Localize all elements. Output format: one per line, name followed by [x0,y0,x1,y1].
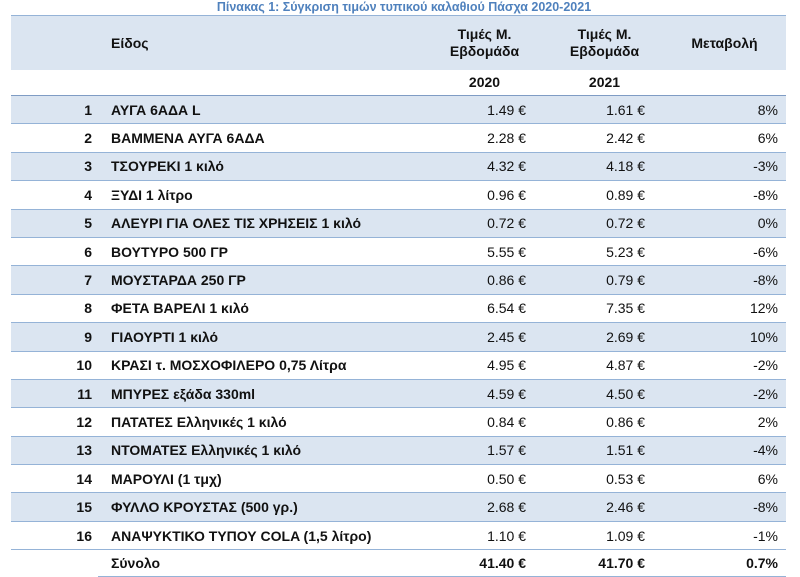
price-2020: 2.68 € [423,493,546,521]
table-row [11,124,786,152]
table-row [11,152,786,180]
item-name: ΦΕΤΑ ΒΑΡΕΛΙ 1 κιλό [98,294,423,322]
table-row [11,209,786,237]
item-name: ΠΑΤΑΤΕΣ Ελληνικές 1 κιλό [98,408,423,436]
row-number: 5 [11,209,98,237]
price-change: 0% [663,209,786,237]
table-row [11,521,786,549]
table-row [11,465,786,493]
table-row [11,323,786,351]
header-price-2020-line2: Εβδομάδα [449,42,520,59]
price-2021: 1.09 € [546,521,663,549]
table-row [11,436,786,464]
total-price-2020: 41.40 € [423,550,546,577]
row-number: 4 [11,181,98,209]
price-change: 10% [663,323,786,351]
price-2020: 6.54 € [423,294,546,322]
table-body [11,96,786,577]
price-2021: 2.46 € [546,493,663,521]
table-row [11,294,786,322]
total-blank-num [11,550,98,577]
item-name: ΤΣΟΥΡΕΚΙ 1 κιλό [98,152,423,180]
price-2021: 0.72 € [546,209,663,237]
header-row [11,16,786,70]
row-number: 1 [11,96,98,124]
item-name: ΜΑΡΟΥΛΙ (1 τμχ) [98,465,423,493]
header-price-2021-line1: Τιμές Μ. [577,25,632,42]
header-year-2020: 2020 [423,70,546,96]
price-2020: 4.95 € [423,351,546,379]
year-row-blank-change [663,70,786,96]
item-name: ΜΠΥΡΕΣ εξάδα 330ml [98,379,423,407]
price-change: 2% [663,408,786,436]
header-price-2021 [546,16,663,70]
total-row [11,550,786,577]
price-2020: 4.32 € [423,152,546,180]
year-row-blank-num [11,70,98,96]
price-change: 12% [663,294,786,322]
price-change: -2% [663,351,786,379]
price-2020: 0.86 € [423,266,546,294]
header-price-2020-line1: Τιμές Μ. [457,25,512,42]
table-row [11,96,786,124]
price-2021: 2.42 € [546,124,663,152]
item-name: ΒΑΜΜΕΝΑ ΑΥΓΑ 6ΑΔΑ [98,124,423,152]
row-number: 16 [11,521,98,549]
price-2020: 0.96 € [423,181,546,209]
price-change: -2% [663,379,786,407]
row-number: 7 [11,266,98,294]
row-number: 6 [11,237,98,265]
row-number: 8 [11,294,98,322]
price-change: -8% [663,181,786,209]
header-price-2020 [423,16,546,70]
price-change: -8% [663,266,786,294]
price-2020: 1.57 € [423,436,546,464]
price-2020: 0.72 € [423,209,546,237]
price-change: -6% [663,237,786,265]
price-change: 6% [663,124,786,152]
price-2021: 4.87 € [546,351,663,379]
row-number: 12 [11,408,98,436]
item-name: ΑΝΑΨΥΚΤΙΚΟ ΤΥΠΟΥ COLA (1,5 λίτρο) [98,521,423,549]
row-number: 9 [11,323,98,351]
table-caption: Πίνακας 1: Σύγκριση τιμών τυπικού καλαθιού Πάσχα 2020-2021 [216,0,592,14]
price-2020: 5.55 € [423,237,546,265]
price-2020: 4.59 € [423,379,546,407]
header-num-cell [11,16,98,70]
item-name: ΞΥΔΙ 1 λίτρο [98,181,423,209]
table-row [11,181,786,209]
price-2021: 0.53 € [546,465,663,493]
price-2021: 1.61 € [546,96,663,124]
price-2021: 0.86 € [546,408,663,436]
item-name: ΝΤΟΜΑΤΕΣ Ελληνικές 1 κιλό [98,436,423,464]
price-2021: 1.51 € [546,436,663,464]
table-row [11,493,786,521]
price-2021: 0.89 € [546,181,663,209]
total-change: 0.7% [663,550,786,577]
price-change: -4% [663,436,786,464]
row-number: 15 [11,493,98,521]
year-row-blank-name [98,70,423,96]
item-name: ΜΟΥΣΤΑΡΔΑ 250 ΓΡ [98,266,423,294]
row-number: 3 [11,152,98,180]
price-2021: 0.79 € [546,266,663,294]
header-price-2021-line2: Εβδομάδα [569,42,640,59]
table-row [11,266,786,294]
price-2020: 0.84 € [423,408,546,436]
item-name: ΚΡΑΣΙ τ. ΜΟΣΧΟΦΙΛΕΡΟ 0,75 Λίτρα [98,351,423,379]
price-2020: 0.50 € [423,465,546,493]
item-name: ΓΙΑΟΥΡΤΙ 1 κιλό [98,323,423,351]
row-number: 10 [11,351,98,379]
price-2021: 2.69 € [546,323,663,351]
price-change: 8% [663,96,786,124]
item-name: ΑΛΕΥΡΙ ΓΙΑ ΟΛΕΣ ΤΙΣ ΧΡΗΣΕΙΣ 1 κιλό [98,209,423,237]
table-row [11,408,786,436]
header-year-2021: 2021 [546,70,663,96]
price-change: -1% [663,521,786,549]
price-change: 6% [663,465,786,493]
price-change: -3% [663,152,786,180]
table-row [11,351,786,379]
price-2020: 2.28 € [423,124,546,152]
year-row [11,70,786,96]
price-change: -8% [663,493,786,521]
total-price-2021: 41.70 € [546,550,663,577]
price-2021: 5.23 € [546,237,663,265]
item-name: ΒΟΥΤΥΡΟ 500 ΓΡ [98,237,423,265]
table-row [11,237,786,265]
price-2021: 4.18 € [546,152,663,180]
header-change: Μεταβολή [663,16,786,70]
row-number: 14 [11,465,98,493]
row-number: 2 [11,124,98,152]
price-2020: 1.10 € [423,521,546,549]
row-number: 11 [11,379,98,407]
price-2021: 4.50 € [546,379,663,407]
header-item: Είδος [98,16,423,70]
item-name: ΦΥΛΛΟ ΚΡΟΥΣΤΑΣ (500 γρ.) [98,493,423,521]
price-comparison-table [11,15,786,577]
row-number: 13 [11,436,98,464]
price-2020: 2.45 € [423,323,546,351]
price-2021: 7.35 € [546,294,663,322]
total-label: Σύνολο [98,550,423,577]
item-name: ΑΥΓΑ 6ΑΔΑ L [98,96,423,124]
table-row [11,379,786,407]
price-2020: 1.49 € [423,96,546,124]
